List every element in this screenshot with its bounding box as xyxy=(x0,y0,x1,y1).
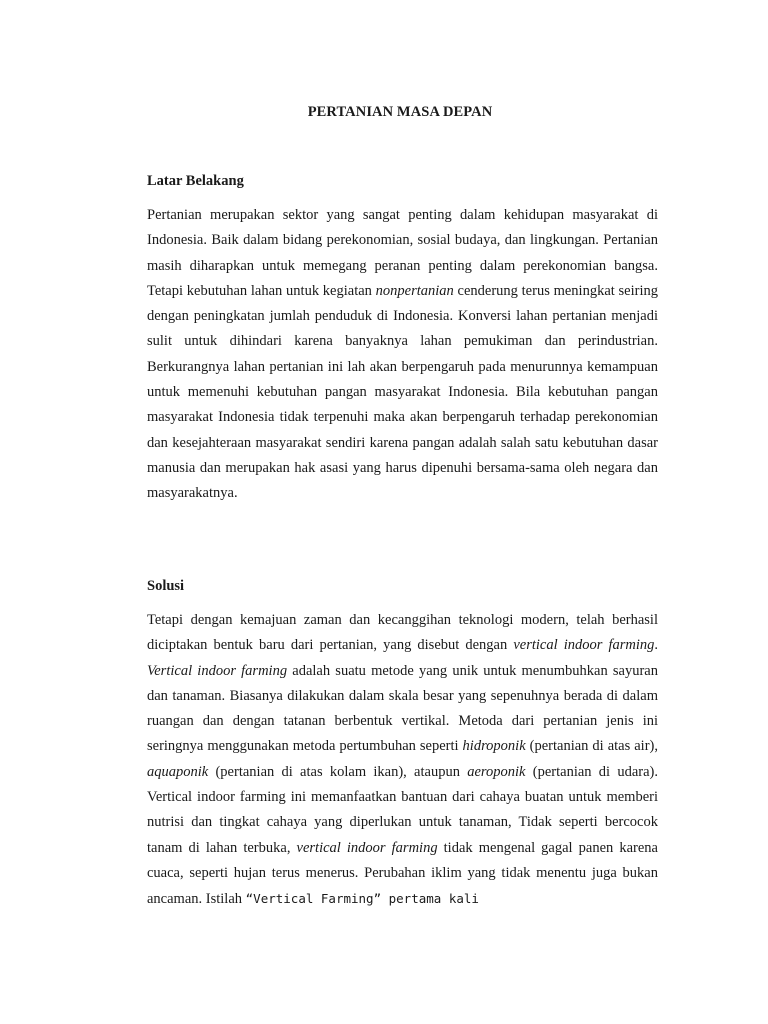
text-run: tidak mengenal gagal panen karena cuaca, seperti hujan terus menerus. Perubahan iklim yang tidak menentu juga bukan ancaman. Istilah xyxy=(147,839,658,908)
paragraph-latar-belakang xyxy=(147,203,658,507)
text-run: adalah suatu metode yang unik untuk menumbuhkan sayuran dan tanaman. Biasanya dilakukan dalam skala besar yang sepenuhnya berada di dalam ruangan dan dengan tatanan berbentuk vertikal. Metoda dari pertanian jenis ini seringnya menggunakan metoda pertumbuhan seperti xyxy=(147,662,658,755)
italic-term: aeroponik xyxy=(467,763,526,780)
text-run: (pertanian di atas air), xyxy=(525,738,658,755)
text-run: . xyxy=(654,637,658,654)
italic-term: aquaponik xyxy=(147,763,209,780)
section-heading-solusi: Solusi xyxy=(147,578,185,594)
text-run: Pertanian merupakan sektor yang sangat penting dalam kehidupan masyarakat di Indonesia. Baik dalam bidang perekonomian, sosial budaya, dan lingkungan. Pertanian masih diharapkan untuk memegang peranan penting dalam perekonomian bangsa. Tetapi kebutuhan lahan untuk kegiatan xyxy=(147,207,658,299)
document-title: PERTANIAN MASA DEPAN xyxy=(307,104,493,120)
text-run: (pertanian di atas kolam ikan), ataupun xyxy=(208,763,468,780)
section-heading-latar-belakang: Latar Belakang xyxy=(147,173,244,189)
text-run: cenderung terus meningkat seiring dengan peningkatan jumlah penduduk di Indonesia. Konversi lahan pertanian menjadi sulit untuk dihindari karena banyaknya lahan pemukiman dan perindustrian. Berkurangnya lahan pertanian ini lah akan berpengaruh pada menurunnya kemampuan untuk memenuhi kebutuhan pangan masyarakat Indonesia. Bila kebutuhan pangan masyarakat Indonesia tidak terpenuhi maka akan berpengaruh terhadap perekonomian dan kesejahteraan masyarakat sendiri karena pangan adalah salah satu kebutuhan dasar manusia dan merupakan hak asasi yang harus dipenuhi bersama-sama oleh negara dan masyarakatnya. xyxy=(147,282,658,502)
text-run: Tetapi dengan kemajuan zaman dan kecanggihan teknologi modern, telah berhasil diciptakan bentuk baru dari pertanian, yang disebut dengan xyxy=(147,612,658,654)
text-run-quoted-term: “Vertical Farming” pertama kali xyxy=(245,891,479,907)
italic-term: Vertical indoor farming xyxy=(147,662,288,679)
italic-term: hidroponik xyxy=(462,738,526,755)
paragraph-solusi xyxy=(147,608,658,913)
text-run: (pertanian di udara). Vertical indoor farming ini memanfaatkan bantuan dari cahaya buatan untuk memberi nutrisi dan tingkat cahaya yang diperlukan untuk tanaman, Tidak seperti bercocok tanam di lahan terbuka, xyxy=(147,763,658,856)
italic-term: vertical indoor farming xyxy=(513,637,655,654)
italic-term: vertical indoor farming xyxy=(296,839,438,856)
italic-term: nonpertanian xyxy=(375,282,454,299)
